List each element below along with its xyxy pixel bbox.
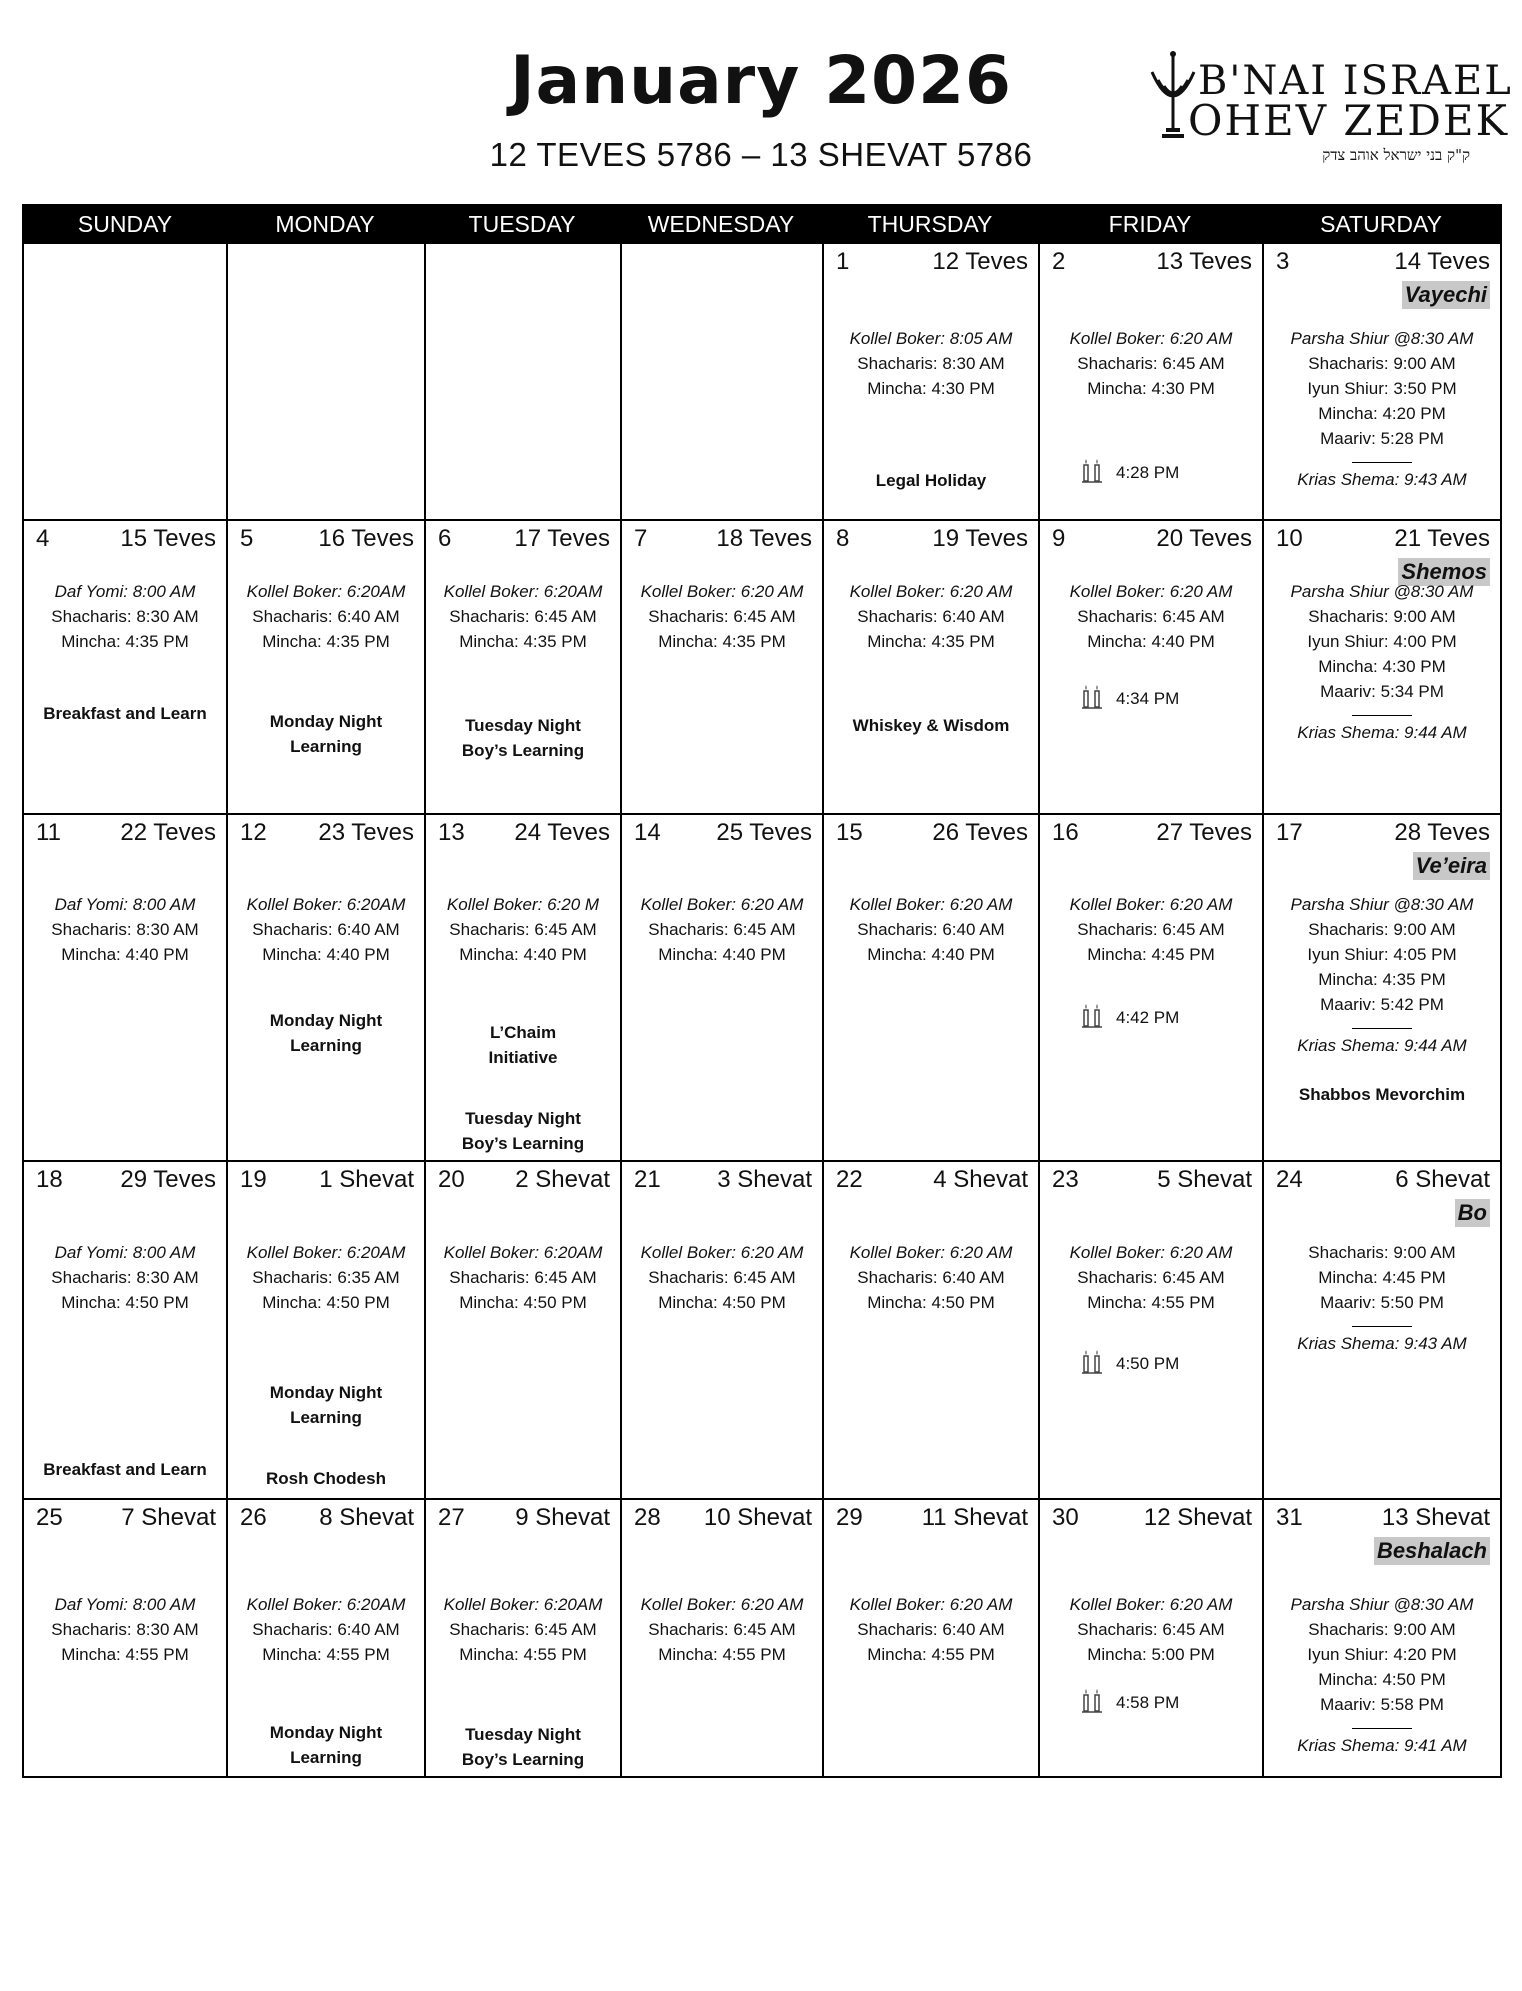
event-label: Whiskey & Wisdom (852, 716, 1010, 735)
day-cell-27 (424, 1500, 620, 1776)
synagogue-logo (1148, 50, 1513, 165)
schedule-line: Iyun Shiur: 4:05 PM (1307, 945, 1457, 964)
schedule-line: Shacharis: 6:45 AM (648, 1620, 796, 1639)
day-cell-17 (1262, 815, 1500, 1160)
schedule-line: Shacharis: 8:30 AM (51, 607, 199, 626)
schedule-times (824, 326, 1038, 401)
schedule-line: Mincha: 4:35 PM (658, 632, 786, 651)
schedule-times (1040, 326, 1262, 401)
day-cell-18 (24, 1162, 226, 1498)
schedule-line: Kollel Boker: 6:20 AM (849, 1595, 1013, 1614)
schedule-line: Shacharis: 8:30 AM (857, 354, 1005, 373)
day-cell-6 (424, 521, 620, 813)
event-label: Monday Night Learning (269, 1723, 383, 1767)
schedule-line: Kollel Boker: 6:20 AM (1069, 1243, 1233, 1262)
schedule-line: Parsha Shiur @8:30 AM (1290, 329, 1474, 348)
schedule-line: Kollel Boker: 6:20 AM (640, 1595, 804, 1614)
schedule-times (426, 579, 620, 654)
schedule-line: Kollel Boker: 6:20AM (443, 582, 603, 601)
day-number: 31 (1276, 1504, 1303, 1531)
parsha-name: Beshalach (1374, 1537, 1490, 1565)
event-label: Tuesday Night Boy’s Learning (461, 1109, 585, 1153)
week-row (24, 1498, 1500, 1776)
schedule-times (824, 579, 1038, 654)
hebrew-date: 1 Shevat (319, 1166, 414, 1193)
schedule-times (228, 892, 424, 967)
day-cell-22 (822, 1162, 1038, 1498)
schedule-line: Kollel Boker: 6:20 AM (849, 895, 1013, 914)
schedule-line: Parsha Shiur @8:30 AM (1290, 582, 1474, 601)
hebrew-date: 5 Shevat (1157, 1166, 1252, 1193)
schedule-line: Shacharis: 6:45 AM (449, 1268, 597, 1287)
schedule-line: Mincha: 4:40 PM (262, 945, 390, 964)
hebrew-date: 13 Shevat (1381, 1504, 1490, 1531)
schedule-times (622, 1592, 822, 1667)
schedule-line: Daf Yomi: 8:00 AM (54, 582, 196, 601)
hebrew-date: 11 Shevat (921, 1504, 1028, 1531)
day-cell-3 (1262, 244, 1500, 519)
day-cell-30 (1038, 1500, 1262, 1776)
schedule-line: Mincha: 4:55 PM (459, 1645, 587, 1664)
day-number: 28 (634, 1504, 661, 1531)
hebrew-date: 21 Teves (1394, 525, 1490, 552)
day-number: 7 (634, 525, 648, 552)
day-cell-11 (24, 815, 226, 1160)
dow-friday: FRIDAY (1108, 211, 1192, 237)
day-number: 21 (634, 1166, 661, 1193)
schedule-line: Kollel Boker: 6:20AM (246, 582, 406, 601)
event-label: Tuesday Night Boy’s Learning (461, 1725, 585, 1769)
page-header (0, 0, 1522, 200)
event-label: Tuesday Night Boy’s Learning (461, 716, 585, 760)
day-number: 25 (36, 1504, 63, 1531)
schedule-line: Mincha: 4:40 PM (1087, 632, 1215, 651)
day-cell-1 (822, 244, 1038, 519)
schedule-times (1264, 326, 1500, 492)
schedule-times (1040, 1240, 1262, 1315)
schedule-line: Kollel Boker: 6:20 AM (1069, 329, 1233, 348)
schedule-line: Mincha: 4:50 PM (459, 1293, 587, 1312)
day-number: 29 (836, 1504, 863, 1531)
divider-line (1352, 462, 1412, 463)
event-label: Breakfast and Learn (43, 704, 207, 723)
hebrew-date: 7 Shevat (121, 1504, 216, 1531)
schedule-line: Mincha: 4:40 PM (459, 945, 587, 964)
schedule-line: Kollel Boker: 6:20AM (443, 1595, 603, 1614)
dow-thursday: THURSDAY (867, 211, 993, 237)
day-cell-10 (1262, 521, 1500, 813)
day-cell-4 (24, 521, 226, 813)
schedule-times (24, 1240, 226, 1315)
schedule-line: Maariv: 5:50 PM (1320, 1293, 1444, 1312)
dow-monday: MONDAY (275, 211, 375, 237)
schedule-line: Krias Shema: 9:44 AM (1297, 723, 1467, 742)
schedule-times (824, 1240, 1038, 1315)
day-number: 20 (438, 1166, 465, 1193)
schedule-line: Mincha: 4:55 PM (658, 1645, 786, 1664)
schedule-line: Maariv: 5:34 PM (1320, 682, 1444, 701)
schedule-times (622, 892, 822, 967)
hebrew-date: 2 Shevat (515, 1166, 610, 1193)
schedule-line: Mincha: 5:00 PM (1087, 1645, 1215, 1664)
candle-lighting-time: 4:34 PM (1116, 689, 1180, 708)
schedule-line: Mincha: 4:35 PM (867, 632, 995, 651)
schedule-line: Mincha: 4:50 PM (1318, 1670, 1446, 1689)
day-number: 30 (1052, 1504, 1079, 1531)
day-number: 9 (1052, 525, 1066, 552)
schedule-times (622, 1240, 822, 1315)
calendar-grid (22, 204, 1502, 1778)
schedule-line: Shacharis: 6:45 AM (648, 1268, 796, 1287)
event-label: Monday Night Learning (269, 712, 383, 756)
hebrew-date: 16 Teves (318, 525, 414, 552)
schedule-line: Mincha: 4:55 PM (867, 1645, 995, 1664)
schedule-line: Mincha: 4:30 PM (1318, 657, 1446, 676)
candle-lighting-time: 4:58 PM (1116, 1693, 1180, 1712)
day-number: 16 (1052, 819, 1079, 846)
day-cell-29 (822, 1500, 1038, 1776)
week-row (24, 242, 1500, 519)
day-number: 2 (1052, 248, 1066, 275)
candle-lighting-time: 4:50 PM (1116, 1354, 1180, 1373)
day-number: 24 (1276, 1166, 1303, 1193)
schedule-times (1264, 1592, 1500, 1758)
divider-line (1352, 1326, 1412, 1327)
day-number: 14 (634, 819, 661, 846)
day-number: 8 (836, 525, 850, 552)
schedule-line: Mincha: 4:50 PM (867, 1293, 995, 1312)
day-number: 12 (240, 819, 267, 846)
schedule-line: Maariv: 5:58 PM (1320, 1695, 1444, 1714)
schedule-line: Krias Shema: 9:43 AM (1297, 1334, 1467, 1353)
schedule-line: Daf Yomi: 8:00 AM (54, 1243, 196, 1262)
hebrew-date: 10 Shevat (703, 1504, 812, 1531)
day-number: 13 (438, 819, 465, 846)
schedule-line: Daf Yomi: 8:00 AM (54, 1595, 196, 1614)
hebrew-date: 26 Teves (932, 819, 1028, 846)
shabbos-candles-icon (1080, 1002, 1104, 1030)
schedule-line: Kollel Boker: 6:20AM (246, 1595, 406, 1614)
day-cell-9 (1038, 521, 1262, 813)
schedule-line: Mincha: 4:45 PM (1318, 1268, 1446, 1287)
empty-day-cell (226, 244, 424, 519)
day-cell-26 (226, 1500, 424, 1776)
schedule-line: Kollel Boker: 6:20AM (246, 895, 406, 914)
schedule-line: Shacharis: 6:45 AM (449, 607, 597, 626)
dow-sunday: SUNDAY (77, 211, 173, 237)
schedule-line: Shacharis: 6:40 AM (252, 607, 400, 626)
schedule-line: Mincha: 4:55 PM (262, 1645, 390, 1664)
hebrew-date: 12 Teves (932, 248, 1028, 275)
schedule-times (622, 579, 822, 654)
hebrew-date: 19 Teves (932, 525, 1028, 552)
schedule-line: Shacharis: 6:40 AM (252, 1620, 400, 1639)
schedule-times (24, 1592, 226, 1667)
schedule-line: Mincha: 4:35 PM (1318, 970, 1446, 989)
schedule-times (24, 892, 226, 967)
schedule-line: Mincha: 4:20 PM (1318, 404, 1446, 423)
schedule-line: Kollel Boker: 6:20AM (246, 1243, 406, 1262)
schedule-line: Shacharis: 8:30 AM (51, 1268, 199, 1287)
divider-line (1352, 715, 1412, 716)
day-cell-13 (424, 815, 620, 1160)
schedule-line: Shacharis: 6:45 AM (1077, 1620, 1225, 1639)
day-cell-25 (24, 1500, 226, 1776)
week-row (24, 1160, 1500, 1498)
schedule-line: Shacharis: 6:45 AM (449, 920, 597, 939)
shabbos-candles-icon (1080, 457, 1104, 485)
parsha-name: Shemos (1398, 558, 1490, 586)
schedule-times (1264, 1240, 1500, 1356)
schedule-line: Krias Shema: 9:44 AM (1297, 1036, 1467, 1055)
logo-line-1: B'NAI ISRAEL (1198, 58, 1513, 104)
hebrew-date: 6 Shevat (1395, 1166, 1490, 1193)
event-label: L’Chaim Initiative (488, 1023, 558, 1067)
day-cell-5 (226, 521, 424, 813)
hebrew-date: 22 Teves (120, 819, 216, 846)
schedule-line: Mincha: 4:40 PM (867, 945, 995, 964)
schedule-line: Kollel Boker: 6:20 M (446, 895, 600, 914)
schedule-line: Shacharis: 9:00 AM (1308, 607, 1456, 626)
schedule-line: Shacharis: 9:00 AM (1308, 1620, 1456, 1639)
schedule-line: Shacharis: 8:30 AM (51, 1620, 199, 1639)
schedule-times (24, 579, 226, 654)
schedule-line: Shacharis: 6:35 AM (252, 1268, 400, 1287)
schedule-times (228, 1592, 424, 1667)
parsha-name: Ve’eira (1413, 852, 1490, 880)
hebrew-date: 4 Shevat (933, 1166, 1028, 1193)
schedule-times (824, 892, 1038, 967)
day-number: 26 (240, 1504, 267, 1531)
divider-line (1352, 1028, 1412, 1029)
hebrew-date: 25 Teves (716, 819, 812, 846)
schedule-line: Kollel Boker: 6:20 AM (640, 1243, 804, 1262)
event-label: Shabbos Mevorchim (1298, 1085, 1466, 1104)
day-number: 15 (836, 819, 863, 846)
day-number: 10 (1276, 525, 1303, 552)
day-cell-31 (1262, 1500, 1500, 1776)
schedule-times (426, 1592, 620, 1667)
schedule-line: Shacharis: 6:45 AM (648, 607, 796, 626)
hebrew-date: 17 Teves (514, 525, 610, 552)
schedule-line: Kollel Boker: 8:05 AM (849, 329, 1013, 348)
schedule-line: Kollel Boker: 6:20 AM (849, 1243, 1013, 1262)
schedule-times (1040, 892, 1262, 967)
day-cell-24 (1262, 1162, 1500, 1498)
shabbos-candles-icon (1080, 1348, 1104, 1376)
schedule-line: Shacharis: 6:40 AM (857, 607, 1005, 626)
hebrew-date: 13 Teves (1156, 248, 1252, 275)
day-cell-7 (620, 521, 822, 813)
day-number: 19 (240, 1166, 267, 1193)
day-number: 6 (438, 525, 452, 552)
hebrew-date: 12 Shevat (1143, 1504, 1252, 1531)
day-number: 27 (438, 1504, 465, 1531)
schedule-line: Shacharis: 6:45 AM (449, 1620, 597, 1639)
day-cell-15 (822, 815, 1038, 1160)
schedule-line: Shacharis: 9:00 AM (1308, 354, 1456, 373)
day-number: 3 (1276, 248, 1290, 275)
day-cell-20 (424, 1162, 620, 1498)
schedule-line: Shacharis: 8:30 AM (51, 920, 199, 939)
hebrew-date: 18 Teves (716, 525, 812, 552)
hebrew-date: 23 Teves (318, 819, 414, 846)
hebrew-date: 9 Shevat (515, 1504, 610, 1531)
day-cell-14 (620, 815, 822, 1160)
day-number: 18 (36, 1166, 63, 1193)
schedule-line: Mincha: 4:55 PM (61, 1645, 189, 1664)
schedule-line: Mincha: 4:40 PM (658, 945, 786, 964)
schedule-times (824, 1592, 1038, 1667)
empty-day-cell (24, 244, 226, 519)
schedule-line: Kollel Boker: 6:20 AM (1069, 1595, 1233, 1614)
schedule-times (1040, 1592, 1262, 1667)
schedule-line: Iyun Shiur: 3:50 PM (1307, 379, 1457, 398)
hebrew-date: 8 Shevat (319, 1504, 414, 1531)
day-cell-2 (1038, 244, 1262, 519)
hebrew-date: 3 Shevat (717, 1166, 812, 1193)
dow-wednesday: WEDNESDAY (647, 211, 795, 237)
day-number: 5 (240, 525, 254, 552)
schedule-line: Parsha Shiur @8:30 AM (1290, 895, 1474, 914)
schedule-line: Daf Yomi: 8:00 AM (54, 895, 196, 914)
day-of-week-header (24, 206, 1500, 242)
empty-day-cell (424, 244, 620, 519)
parsha-name: Vayechi (1402, 281, 1490, 309)
day-cell-21 (620, 1162, 822, 1498)
schedule-line: Shacharis: 6:45 AM (1077, 1268, 1225, 1287)
logo-hebrew-text: ק"ק בני ישראל אוהב צדק (1322, 146, 1470, 164)
event-label: Breakfast and Learn (43, 1460, 207, 1479)
schedule-line: Krias Shema: 9:43 AM (1297, 470, 1467, 489)
schedule-line: Mincha: 4:35 PM (262, 632, 390, 651)
schedule-line: Shacharis: 9:00 AM (1308, 920, 1456, 939)
divider-line (1352, 1728, 1412, 1729)
month-title: January 2026 (510, 42, 1012, 119)
schedule-line: Shacharis: 6:45 AM (648, 920, 796, 939)
schedule-times (1264, 579, 1500, 745)
day-cell-23 (1038, 1162, 1262, 1498)
schedule-line: Kollel Boker: 6:20 AM (640, 582, 804, 601)
schedule-line: Parsha Shiur @8:30 AM (1290, 1595, 1474, 1614)
schedule-line: Kollel Boker: 6:20 AM (1069, 582, 1233, 601)
schedule-line: Mincha: 4:30 PM (867, 379, 995, 398)
empty-day-cell (620, 244, 822, 519)
schedule-line: Shacharis: 6:45 AM (1077, 920, 1225, 939)
schedule-line: Mincha: 4:55 PM (1087, 1293, 1215, 1312)
week-row (24, 519, 1500, 813)
event-label: Rosh Chodesh (266, 1469, 386, 1488)
schedule-line: Iyun Shiur: 4:00 PM (1307, 632, 1457, 651)
hebrew-date: 20 Teves (1156, 525, 1252, 552)
day-number: 17 (1276, 819, 1303, 846)
schedule-line: Kollel Boker: 6:20 AM (849, 582, 1013, 601)
schedule-times (426, 1240, 620, 1315)
hebrew-date: 24 Teves (514, 819, 610, 846)
schedule-line: Shacharis: 6:40 AM (857, 1268, 1005, 1287)
schedule-times (426, 892, 620, 967)
schedule-line: Mincha: 4:40 PM (61, 945, 189, 964)
candle-lighting-time: 4:28 PM (1116, 463, 1180, 482)
day-cell-28 (620, 1500, 822, 1776)
schedule-line: Kollel Boker: 6:20AM (443, 1243, 603, 1262)
shabbos-candles-icon (1080, 1687, 1104, 1715)
logo-line-2: OHEV ZEDEK (1188, 96, 1509, 145)
schedule-line: Kollel Boker: 6:20 AM (640, 895, 804, 914)
schedule-line: Kollel Boker: 6:20 AM (1069, 895, 1233, 914)
schedule-line: Maariv: 5:42 PM (1320, 995, 1444, 1014)
day-number: 1 (836, 248, 850, 275)
schedule-line: Shacharis: 6:40 AM (857, 920, 1005, 939)
day-number: 4 (36, 525, 50, 552)
hebrew-date: 14 Teves (1394, 248, 1490, 275)
parsha-name: Bo (1455, 1199, 1490, 1227)
dow-tuesday: TUESDAY (468, 211, 576, 237)
day-cell-19 (226, 1162, 424, 1498)
schedule-line: Shacharis: 6:45 AM (1077, 354, 1225, 373)
event-label: Legal Holiday (875, 471, 987, 490)
schedule-line: Mincha: 4:50 PM (61, 1293, 189, 1312)
schedule-line: Shacharis: 9:00 AM (1308, 1243, 1456, 1262)
schedule-line: Mincha: 4:45 PM (1087, 945, 1215, 964)
schedule-times (228, 579, 424, 654)
schedule-line: Shacharis: 6:40 AM (857, 1620, 1005, 1639)
candle-lighting-time: 4:42 PM (1116, 1008, 1180, 1027)
schedule-line: Mincha: 4:35 PM (459, 632, 587, 651)
schedule-times (1264, 892, 1500, 1058)
schedule-times (1040, 579, 1262, 654)
event-label: Monday Night Learning (269, 1383, 383, 1427)
week-row (24, 813, 1500, 1160)
day-cell-8 (822, 521, 1038, 813)
hebrew-date: 15 Teves (120, 525, 216, 552)
schedule-line: Maariv: 5:28 PM (1320, 429, 1444, 448)
dow-saturday: SATURDAY (1320, 211, 1442, 237)
event-label: Monday Night Learning (269, 1011, 383, 1055)
hebrew-date: 27 Teves (1156, 819, 1252, 846)
day-cell-12 (226, 815, 424, 1160)
hebrew-date-range: 12 TEVES 5786 – 13 SHEVAT 5786 (489, 136, 1033, 173)
schedule-times (228, 1240, 424, 1315)
shabbos-candles-icon (1080, 683, 1104, 711)
day-number: 23 (1052, 1166, 1079, 1193)
day-cell-16 (1038, 815, 1262, 1160)
hebrew-date: 28 Teves (1394, 819, 1490, 846)
schedule-line: Shacharis: 6:40 AM (252, 920, 400, 939)
schedule-line: Shacharis: 6:45 AM (1077, 607, 1225, 626)
schedule-line: Mincha: 4:50 PM (658, 1293, 786, 1312)
schedule-line: Mincha: 4:30 PM (1087, 379, 1215, 398)
hebrew-date: 29 Teves (120, 1166, 216, 1193)
day-number: 11 (36, 819, 61, 846)
schedule-line: Iyun Shiur: 4:20 PM (1307, 1645, 1457, 1664)
schedule-line: Mincha: 4:50 PM (262, 1293, 390, 1312)
day-number: 22 (836, 1166, 863, 1193)
schedule-line: Mincha: 4:35 PM (61, 632, 189, 651)
schedule-line: Krias Shema: 9:41 AM (1297, 1736, 1467, 1755)
